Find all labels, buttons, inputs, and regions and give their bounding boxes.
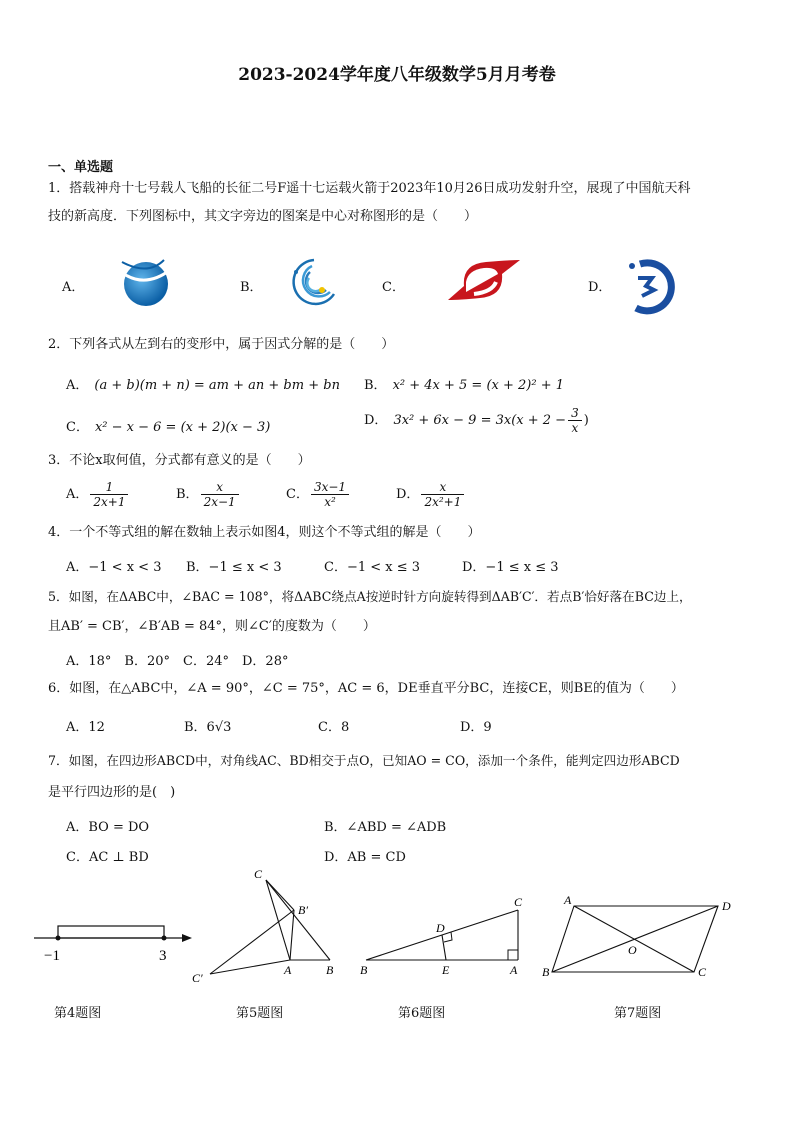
q7-line2: 是平行四边形的是( ) [48, 785, 176, 800]
figure-6-triangle [356, 894, 536, 984]
q1-option-b-label: B． [240, 280, 263, 295]
figure-4-caption: 第4题图 [54, 1006, 102, 1021]
q2-option-c-text: x² − x − 6 = (x + 2)(x − 3) [94, 420, 271, 435]
q1-line1: 1．搭载神舟十七号载人飞船的长征二号F遥十七运载火箭于2023年10月26日成功发射升空，展现了中国航天科 [48, 181, 691, 196]
q2-option-d-text: 3x² + 6x − 9 = 3x(x + 2 − [393, 413, 567, 428]
figure-7-caption: 第7题图 [614, 1006, 662, 1021]
q2-option-d: D． 3x² + 6x − 9 = 3x(x + 2 − $\frac{3}{x}$ ) [364, 406, 589, 435]
q2-option-d-fraction: $\frac{3}{x}$ [568, 406, 582, 435]
figure-7-parallelogram [540, 892, 740, 986]
svg-text:D: D [436, 921, 445, 935]
q1-logo-a-icon [118, 254, 174, 314]
q6-option-c: C．8 [318, 720, 350, 735]
q6-option-b: B．6√3 [184, 720, 232, 735]
svg-text:B: B [360, 963, 368, 977]
svg-text:B: B [326, 963, 334, 977]
q5-options: A．18° B．20° C．24° D．28° [66, 654, 289, 669]
q2-stem: 2．下列各式从左到右的变形中，属于因式分解的是（ ） [48, 337, 395, 352]
q5-line2: 且AB′ = CB′，∠B′AB = 84°，则∠C′的度数为（ ） [48, 619, 376, 634]
q6-option-d: D．9 [460, 720, 492, 735]
page-title: 2023-2024学年度八年级数学5月月考卷 [238, 65, 556, 85]
svg-text:A: A [510, 963, 518, 977]
q2-option-a-label: A． [66, 378, 89, 393]
figure-5-caption: 第5题图 [236, 1006, 284, 1021]
q3-option-a: A． $\frac{1}{2x+1}$ [66, 480, 130, 509]
q6-option-a: A．12 [66, 720, 105, 735]
svg-text:D: D [722, 899, 731, 913]
svg-text:B′: B′ [298, 903, 308, 917]
q4-stem: 4．一个不等式组的解在数轴上表示如图4，则这个不等式组的解是（ ） [48, 525, 481, 540]
svg-text:C: C [698, 965, 707, 979]
q4-option-d: D．−1 ≤ x ≤ 3 [462, 560, 559, 575]
section-heading: 一、单选题 [48, 160, 114, 175]
q7-option-a: A．BO = DO [66, 820, 150, 835]
q2-option-a-text: (a + b)(m + n) = am + an + bm + bn [94, 378, 340, 393]
figure-4-number-line [30, 900, 200, 974]
q3-option-d: D． $\frac{x}{\text{2x²+1}}$ [396, 480, 466, 509]
q2-option-c-label: C． [66, 420, 89, 435]
fig4-label-3: 3 [159, 948, 167, 964]
svg-text:C′: C′ [192, 971, 203, 985]
q4-option-a: A．−1 < x < 3 [66, 560, 162, 575]
q1-option-c-label: C． [382, 280, 405, 295]
q4-option-b: B．−1 ≤ x < 3 [186, 560, 282, 575]
q1-option-a-label: A． [62, 280, 85, 295]
svg-text:C: C [254, 867, 263, 881]
q3-option-a-fraction: $\frac{1}{2x+1}$ [90, 480, 128, 509]
q2-option-b-text: x² + 4x + 5 = (x + 2)² + 1 [392, 378, 564, 393]
q5-line1: 5．如图，在ΔABC中，∠BAC = 108°，将ΔABC绕点A按逆时针方向旋转得到ΔAB′C′．若点B′恰好落在BC边上， [48, 589, 692, 604]
q2-option-d-label: D． [364, 413, 388, 428]
fig4-label-neg1: −1 [44, 948, 60, 964]
svg-text:B: B [542, 965, 550, 979]
q2-option-b [364, 374, 564, 393]
q3-option-d-fraction: $\frac{x}{\text{2x²+1}}$ [421, 480, 464, 509]
svg-text:A: A [564, 893, 572, 907]
q1-logo-d-icon [624, 256, 676, 320]
q7-option-b: B．∠ABD = ∠ADB [324, 820, 447, 835]
svg-text:O: O [628, 943, 637, 957]
q7-option-c: C．AC ⊥ BD [66, 850, 149, 865]
q3-option-c: C． $\frac{3x-1}{\text{x²}}$ [286, 480, 351, 509]
q3-option-b-fraction: $\frac{x}{2x-1}$ [201, 480, 239, 509]
q7-option-d: D．AB = CD [324, 850, 406, 865]
q3-option-c-fraction: $\frac{3x-1}{\text{x²}}$ [311, 480, 349, 509]
q1-option-d-label: D． [588, 280, 612, 295]
q1-line2: 技的新高度．下列图标中，其文字旁边的图案是中心对称图形的是（ ） [48, 209, 478, 224]
q2-option-b-label: B． [364, 378, 387, 393]
svg-text:A: A [284, 963, 292, 977]
q6-stem: 6．如图，在△ABC中，∠A = 90°，∠C = 75°，AC = 6，DE垂直平分BC，连接CE，则BE的值为（ ） [48, 681, 684, 696]
q7-line1: 7．如图，在四边形ABCD中，对角线AC、BD相交于点O，已知AO = CO，添加一个条件，能判定四边形ABCD [48, 753, 680, 768]
svg-text:C: C [514, 895, 523, 909]
q2-option-a [66, 374, 340, 393]
figure-6-caption: 第6题图 [398, 1006, 446, 1021]
q3-stem: 3．不论x取何值，分式都有意义的是（ ） [48, 453, 311, 468]
q3-option-b: B． $\frac{x}{2x-1}$ [176, 480, 241, 509]
q4-option-c: C．−1 < x ≤ 3 [324, 560, 421, 575]
svg-text:E: E [442, 963, 450, 977]
figure-5-triangle [186, 866, 346, 994]
q1-logo-b-icon [284, 254, 340, 314]
q2-option-c [66, 416, 270, 435]
q1-logo-c-icon [444, 256, 524, 308]
